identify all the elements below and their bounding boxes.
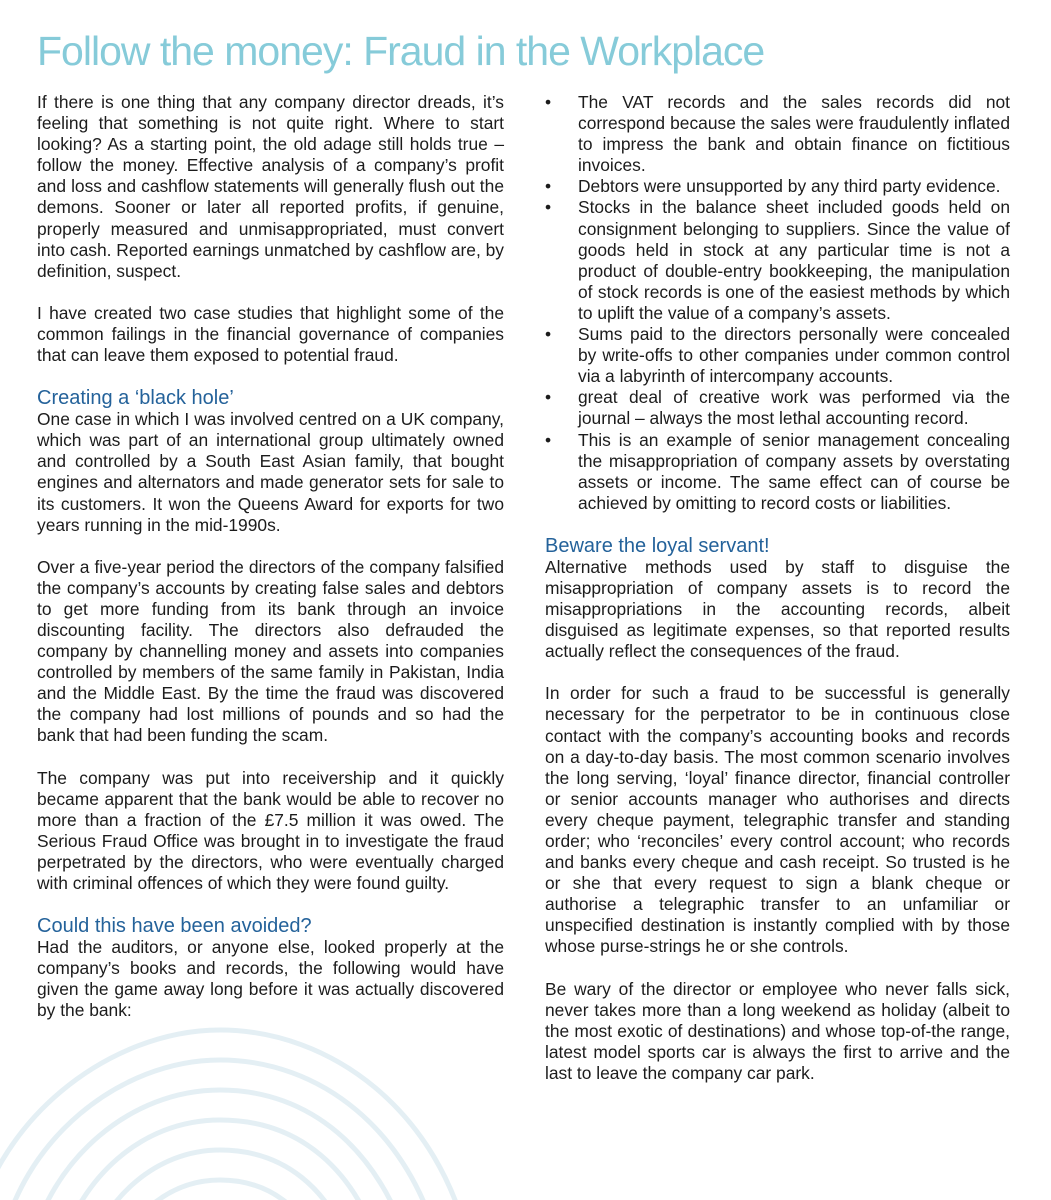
body-paragraph: Be wary of the director or employee who never falls sick, never takes more than a long weekend as holiday (albeit to the most exotic of destinations) and whose top-of-the range, latest model sports car is always the first to arrive and the last to leave the company car park. [545,978,1010,1083]
page-title: Follow the money: Fraud in the Workplace [37,28,765,74]
list-item-text: This is an example of senior management concealing the misappropriation of company assets by overstating assets or income. The same effect can of course be achieved by omitting to record costs or liabilities. [578,429,1010,513]
bullet-icon: • [545,387,552,408]
body-paragraph: Had the auditors, or anyone else, looked properly at the company’s books and records, the following would have given the game away long before it was actually discovered by the bank: [37,937,504,1021]
bullet-icon: • [545,176,552,197]
body-paragraph: The company was put into receivership and it quickly became apparent that the bank would be able to recover no more than a fraction of the £7.5 million it was owed. The Serious Fraud Office was brought in to investigate the fraud perpetrated by the directors, who were eventually charged with criminal offences of which they were found guilty. [37,767,504,893]
list-item-text: The VAT records and the sales records did not correspond because the sales were fraudulently inflated to impress the bank and obtain finance on fictitious invoices. [578,92,1010,176]
list-item-text: Sums paid to the directors personally were concealed by write-offs to other companies under common control via a labyrinth of intercompany accounts. [578,324,1010,387]
bullet-icon: • [545,197,552,218]
intro-paragraph: I have created two case studies that highlight some of the common failings in the financial governance of companies that can leave them exposed to potential fraud. [37,302,504,366]
intro-paragraph: If there is one thing that any company director dreads, it’s feeling that something is not quite right. Where to start looking? As a starting point, the old adage still holds true – follow the money. Effective analysis of a company’s profit and loss and cashflow statements will generally flush out the demons. Sooner or later all reported profits, if genuine, properly measured and unmisappropriated, must convert into cash. Reported earnings unmatched by cashflow are, by definition, suspect. [37,92,504,281]
body-paragraph: In order for such a fraud to be successful is generally necessary for the perpetrator to be in continuous close contact with the company’s accounting books and records on a day-to-day basis. The most common scenario involves the long serving, ‘loyal’ finance director, financial controller or senior accounts manager who authorises and directs every cheque payment, telegraphic transfer and standing order; who ‘reconciles’ every control account; who records and banks every cheque and cash receipt. So trusted is he or she that every request to sign a blank cheque or authorise a telegraphic transfer to an unfamiliar or unspecified destination is instantly complied with by those whose purse-strings he or she controls. [545,683,1010,957]
right-column [545,92,1010,1105]
section-heading-loyal-servant: Beware the loyal servant! [545,534,770,557]
list-item-text: great deal of creative work was performed via the journal – always the most lethal accounting record. [578,387,1010,429]
section-heading-avoided: Could this have been avoided? [37,915,312,938]
list-item [545,197,1010,324]
list-item-text: Debtors were unsupported by any third party evidence. [578,176,1001,197]
list-item-text: Stocks in the balance sheet included goods held on consignment belonging to suppliers. Since the value of goods held in stock at any particular time is not a product of double-entry bookkeeping, the manipulation of stock records is one of the easiest methods by which to uplift the value of a company’s assets. [578,197,1010,323]
bullet-icon: • [545,429,552,450]
body-paragraph: One case in which I was involved centred on a UK company, which was part of an international group ultimately owned and controlled by a South East Asian family, that bought engines and alternators and made generator sets for sale to its customers. It won the Queens Award for exports for two years running in the mid-1990s. [37,409,504,535]
list-item [545,387,1010,429]
body-paragraph: Alternative methods used by staff to disguise the misappropriation of company assets is to record the misappropriations in the accounting records, albeit disguised as legitimate expenses, so that reported results actually reflect the consequences of the fraud. [545,556,1010,662]
findings-list [545,92,1010,514]
bullet-icon: • [545,324,552,345]
body-paragraph: Over a five-year period the directors of the company falsified the company’s accounts by creating false sales and debtors to get more funding from its bank through an invoice discounting facility. The directors also defrauded the company by channelling money and assets into companies controlled by members of the same family in Pakistan, India and the Middle East. By the time the fraud was discovered the company had lost millions of pounds and so had the bank that had been funding the scam. [37,556,504,746]
list-item [545,430,1010,514]
list-item [545,92,1010,176]
list-item [545,324,1010,387]
section-heading-black-hole: Creating a ‘black hole’ [37,387,234,410]
list-item [545,176,1010,197]
bullet-icon: • [545,92,552,112]
left-column [37,92,504,1042]
